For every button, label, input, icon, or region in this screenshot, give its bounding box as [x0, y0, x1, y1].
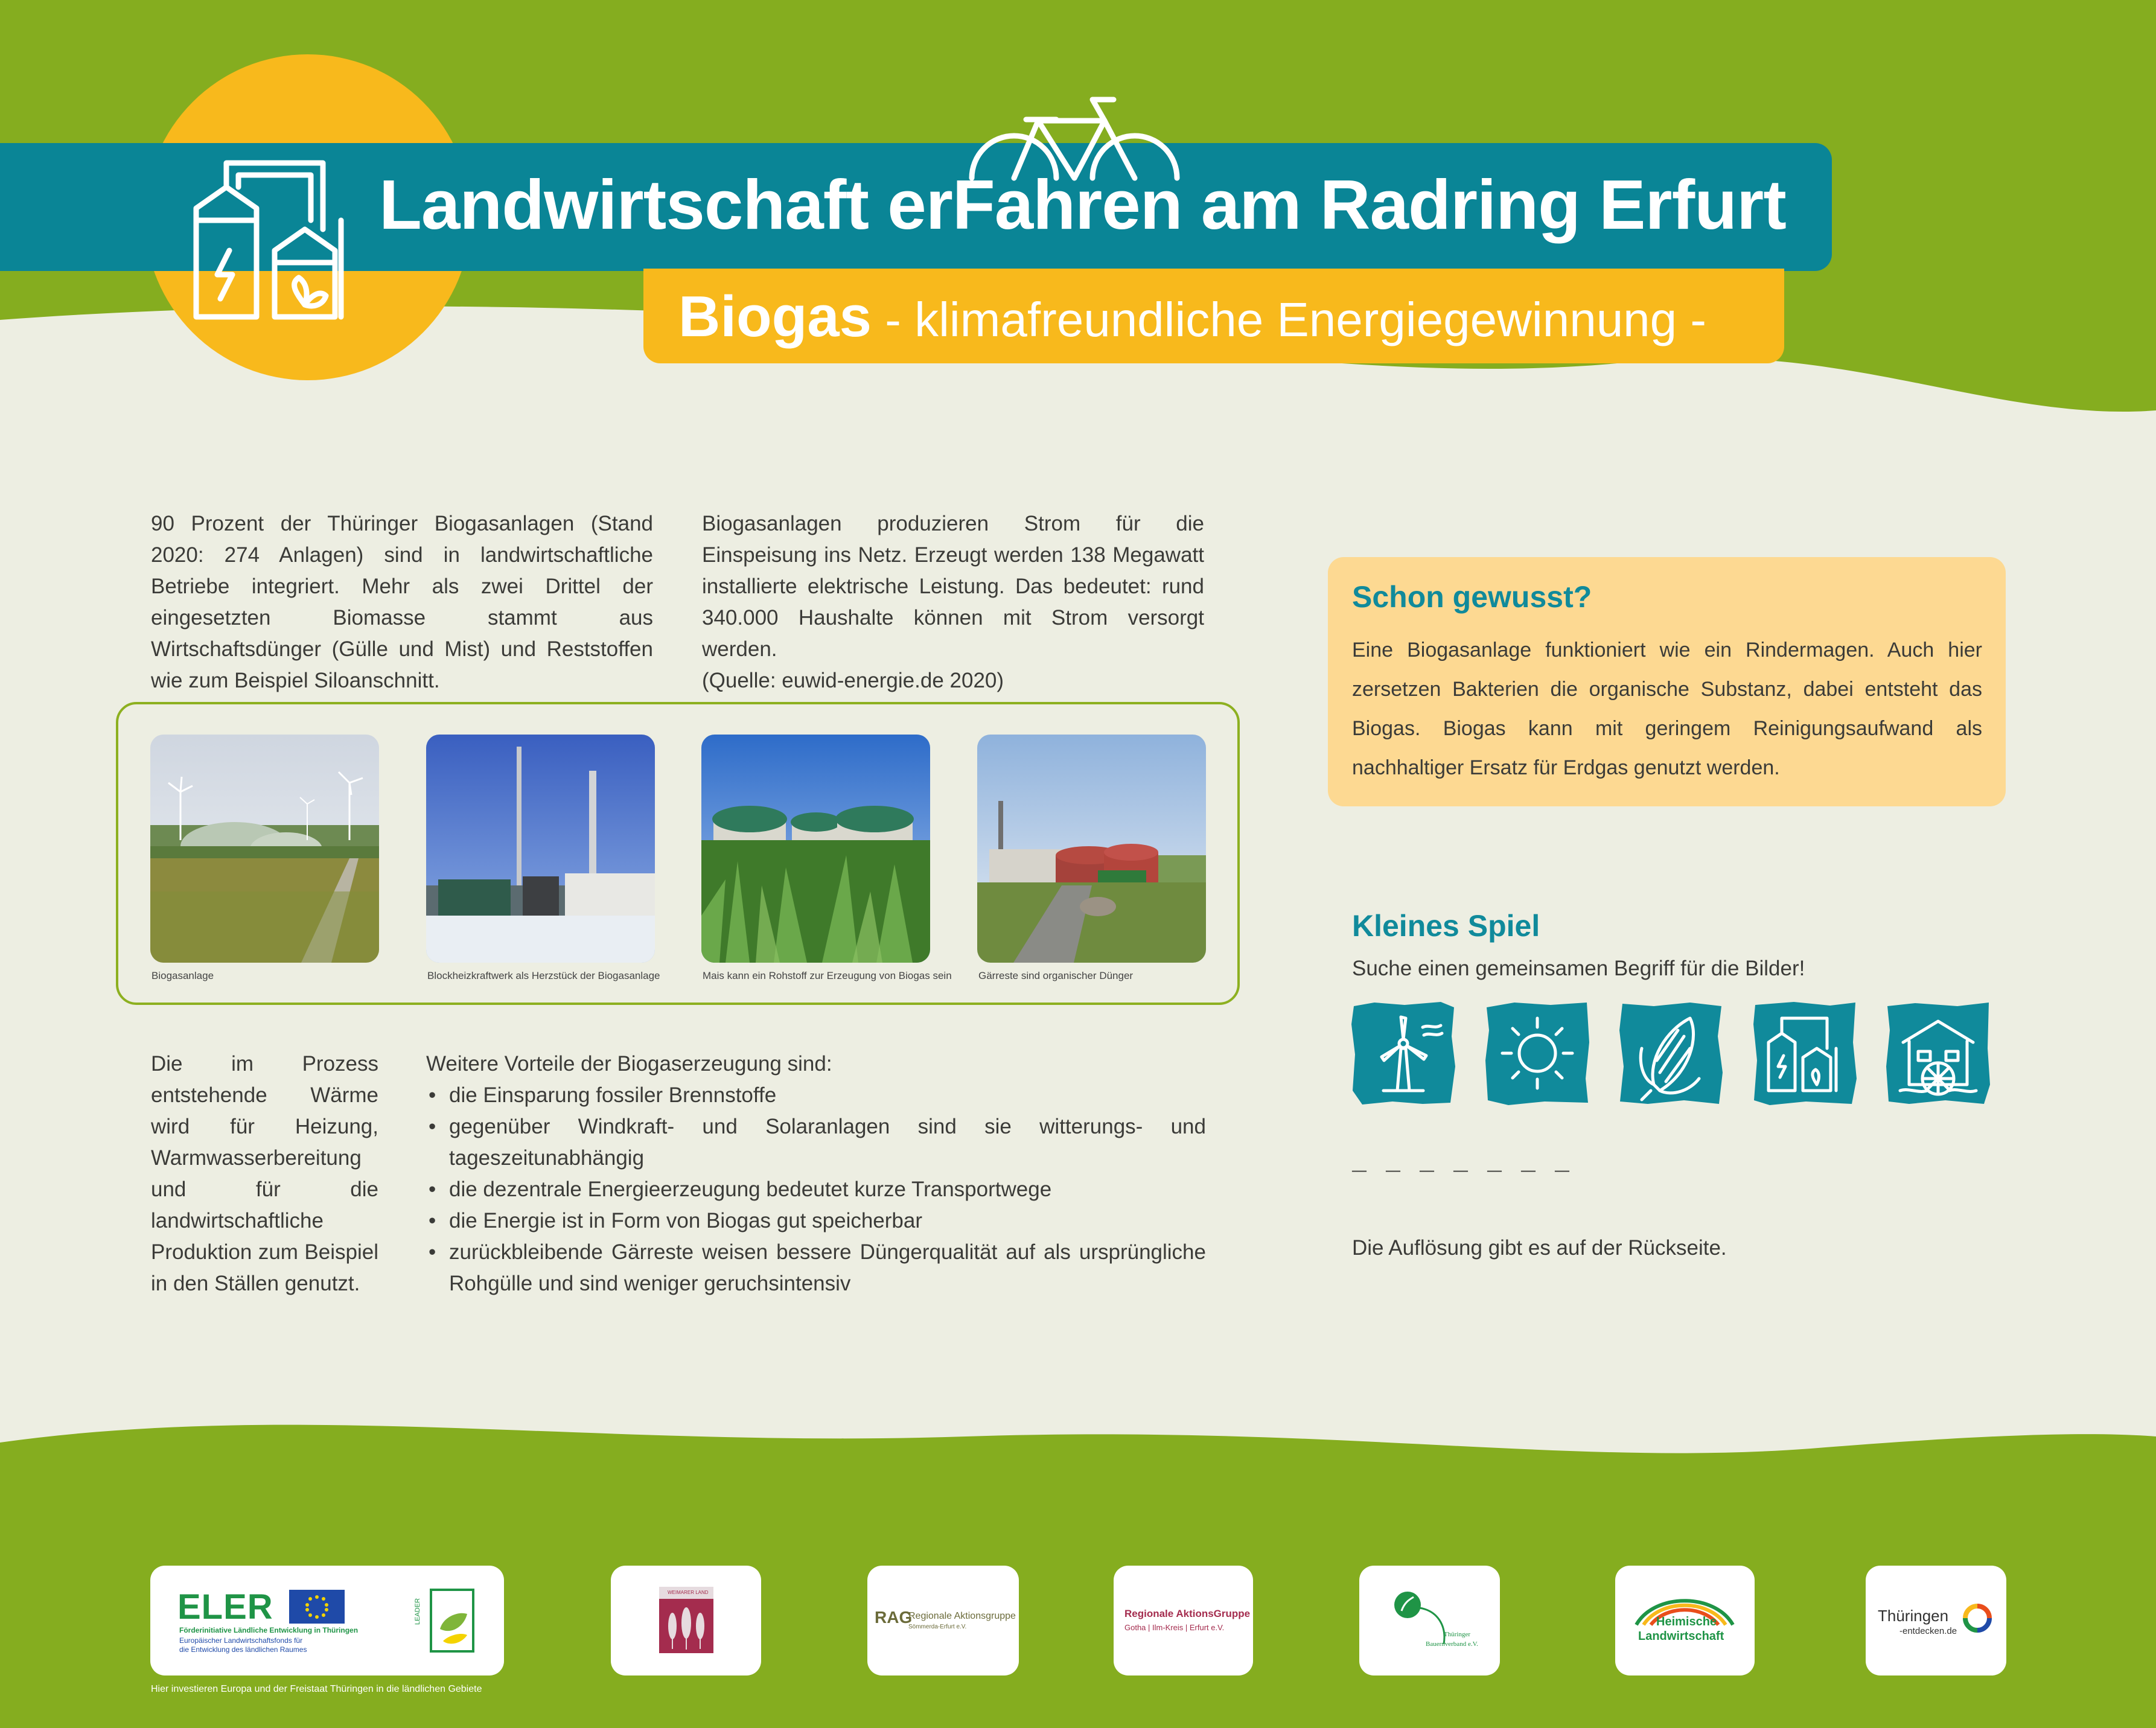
intro-left-text [151, 508, 653, 697]
rag-mark: RAG [875, 1608, 913, 1627]
list-item: • gegenüber Windkraft- und Solaranlagen sind sie witterungs- und tageszeitunabhängig [426, 1111, 1206, 1174]
photo-caption: Gärreste sind organischer Dünger [978, 970, 1134, 981]
logo-weimarer-land [611, 1566, 761, 1675]
photo-caption: Blockheizkraftwerk als Herzstück der Biogasanlage [427, 970, 660, 981]
list-item: • die Einsparung fossiler Brennstoffe [426, 1080, 1206, 1111]
wind-turbine-icon [1350, 1000, 1456, 1106]
leader-logo-icon [416, 1587, 476, 1654]
list-item: • die Energie ist in Form von Biogas gut speicherbar [426, 1205, 1206, 1237]
sun-icon [1484, 1000, 1590, 1106]
subtitle-strong: Biogas [678, 284, 872, 349]
logo-heimische-landwirtschaft [1615, 1566, 1755, 1675]
intro-right-paragraph: Biogasanlagen produzieren Strom für die Einspeisung ins Netz. Erzeugt werden 138 Megawatt installierte elektrische Leistung. Das bedeutet: rund 340.000 Haushalte können mit Strom versorgt werden. [702, 512, 1204, 661]
fact-text: Eine Biogasanlage funktioniert wie ein Rindermagen. Auch hier zersetzen Bakterien die organische Substanz, dabei entsteht das Biogas. Biogas kann mit geringem Reinigungsaufwand als nachhaltiger Ersatz für Erdgas genutzt werden. [1352, 639, 1982, 779]
rag-line1: Regionale Aktionsgruppe [908, 1611, 1016, 1621]
logo-bauernverband [1359, 1566, 1500, 1675]
photo-mais [701, 735, 930, 963]
subtitle-rest: - klimafreundliche Energiegewinnung - [872, 293, 1707, 346]
leader-label: LEADER [414, 1598, 421, 1625]
answer-blanks: _ _ _ _ _ _ _ [1352, 1150, 1572, 1177]
photo-caption: Biogasanlage [151, 970, 214, 981]
intro-right-text [702, 508, 1204, 697]
advantages-list [426, 1048, 1206, 1299]
photo-caption: Mais kann ein Rohstoff zur Erzeugung von Biogas sein [703, 970, 952, 981]
rag2-line2: Gotha | Ilm-Kreis | Erfurt e.V. [1124, 1623, 1225, 1632]
eu-flag-icon [289, 1590, 345, 1624]
eler-line2: Europäischer Landwirtschaftsfonds für [179, 1636, 303, 1645]
page-title: Landwirtschaft erFahren am Radring Erfurt [379, 165, 1786, 244]
photo-blockheizkraftwerk [426, 735, 655, 963]
thueringen-line1: Thüringen [1878, 1607, 1949, 1625]
intro-source: (Quelle: euwid-energie.de 2020) [702, 669, 1004, 692]
eler-line3: die Entwicklung des ländlichen Raumes [179, 1645, 307, 1654]
heat-text [151, 1048, 378, 1299]
game-heading: Kleines Spiel [1352, 909, 1540, 943]
photo-gaerreste [977, 735, 1206, 963]
eler-wordmark: ELER [177, 1587, 273, 1627]
logo-eler-leader [150, 1566, 504, 1675]
watermill-icon [1885, 1000, 1991, 1106]
intro-left-paragraph: 90 Prozent der Thüringer Biogasanlagen (Stand 2020: 274 Anlagen) sind in landwirtschaftliche Betriebe integriert. Mehr als zwei Drittel der eingesetzten Biomasse stammt aus Wirtschaftsdünger (Gülle und Mist) und Reststoffen wie zum Beispiel Siloanschnitt. [151, 512, 653, 692]
bauernverband-line2: Bauernverband e.V. [1426, 1640, 1478, 1648]
rag2-line1: Regionale AktionsGruppe [1124, 1608, 1251, 1619]
eler-line1: Förderinitiative Ländliche Entwicklung in Thüringen [179, 1626, 359, 1634]
logo-rag-soemmerda [867, 1566, 1019, 1675]
heimische-line1: Heimische [1656, 1615, 1717, 1628]
bauernverband-line1: Thüringer [1444, 1631, 1470, 1638]
logo-rag-gotha [1114, 1566, 1253, 1675]
thueringen-circle-icon [1962, 1603, 1992, 1633]
funding-footnote: Hier investieren Europa und der Freistaat Thüringen in die ländlichen Gebiete [151, 1684, 482, 1694]
rag-line2: Sömmerda-Erfurt e.V. [908, 1624, 967, 1630]
logo-thueringen-entdecken [1866, 1566, 2006, 1675]
weimarer-land-label: WEIMARER LAND [668, 1590, 709, 1595]
corn-icon [1618, 1000, 1724, 1106]
list-item: • die dezentrale Energieerzeugung bedeutet kurze Transportwege [426, 1174, 1206, 1205]
biogas-plant-icon [184, 154, 371, 329]
weimarer-land-icon [659, 1587, 713, 1653]
page-subtitle [678, 284, 1706, 350]
game-prompt: Suche einen gemeinsamen Begriff für die Bilder! [1352, 957, 1805, 980]
advantages-intro: Weitere Vorteile der Biogaserzeugung sind: [426, 1052, 832, 1076]
solution-note: Die Auflösung gibt es auf der Rückseite. [1352, 1236, 1727, 1260]
photo-biogasanlage [150, 735, 379, 963]
thueringen-line2: -entdecken.de [1899, 1626, 1957, 1636]
list-item: • zurückbleibende Gärreste weisen bessere Düngerqualität auf als ursprüngliche Rohgülle und sind weniger geruchsintensiv [426, 1237, 1206, 1299]
heat-paragraph: Die im Prozess entstehende Wärme wird für Heizung, Warmwasserbereitung und für die landwirtschaftliche Produktion zum Beispiel in den Ställen genutzt. [151, 1052, 378, 1295]
biogas-plant-icon [1752, 1000, 1858, 1106]
fact-heading: Schon gewusst? [1352, 580, 1592, 614]
heimische-line2: Landwirtschaft [1638, 1630, 1724, 1643]
